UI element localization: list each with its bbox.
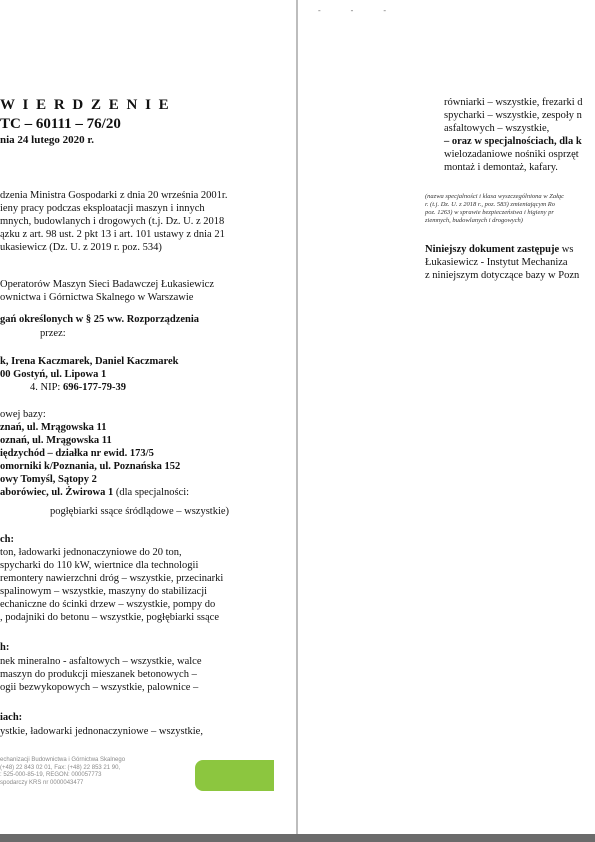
note-line: r. (t.j. Dz. U. z 2018 r., poz. 583) zmieniającym Ro [425,201,555,208]
list-item: oznań, ul. Mrągowska 11 [0,435,112,446]
text-line: ogii bezwykopowych – wszystkie, palownice – [0,682,199,693]
section-heading: h: [0,642,10,653]
requirements-line: gań określonych w § 25 ww. Rozporządzenia [0,314,200,325]
footer-line: echanizacji Budownictwa i Górnictwa Skalnego [0,757,126,763]
replacement-rest: ws [559,244,574,255]
scan-marks: - - - [318,6,400,15]
text-line: z niniejszym dotyczące bazy w Pozn [425,270,580,281]
text-line: Łukasiewicz - Instytut Mechaniza [425,257,568,268]
footer-line: : 525-000-85-19, REGON: 000057773 [0,772,102,778]
list-item: znań, ul. Mrągowska 11 [0,422,107,433]
nip-prefix: 4. NIP: [30,382,63,393]
text-line: echaniczne do ścinki drzew – wszystkie, pompy do [0,599,216,610]
text-line: Operatorów Maszyn Sieci Badawczej Łukasiewicz [0,279,214,290]
address-line: 00 Gostyń, ul. Lipowa 1 [0,369,107,380]
text-line: ownictwa i Górnictwa Skalnego w Warszawie [0,292,194,303]
bases-label: owej bazy: [0,409,46,420]
text-line: wielozadaniowe nośniki osprzęt [444,149,579,160]
text-line: ązku z art. 98 ust. 2 pkt 13 i art. 101 ustawy z dnia 21 [0,229,225,240]
section-heading: ch: [0,534,14,545]
text-line: maszyn do produkcji mieszanek betonowych – [0,669,197,680]
text-line: ukasiewicz (Dz. U. z 2019 r. poz. 534) [0,242,162,253]
list-item: owy Tomyśl, Sątopy 2 [0,474,97,485]
text-line: ton, ładowarki jednonaczyniowe do 20 ton, [0,547,182,558]
nip-value: 696-177-79-39 [62,382,126,393]
certificate-number: TC – 60111 – 76/20 [0,116,121,132]
section-heading: iach: [0,712,23,723]
brand-accent-shape [195,760,274,791]
replacement-lead: Niniejszy dokument zastępuje [425,244,560,255]
text-line: ieny pracy podczas eksploatacji maszyn i innych [0,203,205,214]
list-item [0,486,189,499]
text-line: spycharki – wszystkie, zespoły n [444,110,582,121]
text-line: montaż i demontaż, kafary. [444,162,558,173]
replacement-paragraph [425,243,579,282]
footer-address [0,757,125,787]
section-body [0,546,223,624]
footer-line: spodarczy KRS nr 0000043477 [0,779,84,786]
list-item: iędzychód – działka nr ewid. 173/5 [0,448,154,459]
text-line: spalinowym – wszystkie, maszyny do stabilizacji [0,586,208,597]
note-line: (nazwa specjalności i klasa wyszczególniona w Załąc [425,193,565,200]
base-note-continued: pogłębiarki ssące śródlądowe – wszystkie) [50,506,230,517]
document-page-left [0,0,296,842]
section-body [0,655,201,694]
footer-line: (+48) 22 843 02 01, Fax: (+48) 22 853 21 90, [0,764,121,771]
footnote [425,193,564,225]
legal-basis-paragraph [0,189,227,254]
text-line: równiarki – wszystkie, frezarki d [444,97,583,108]
owners-line: k, Irena Kaczmarek, Daniel Kaczmarek [0,356,179,367]
przez-label: przez: [40,328,66,339]
text-line: ystkie, ładowarki jednonaczyniowe – wszystkie, [0,726,203,737]
issuer-paragraph [0,278,214,304]
text-line: mnych, budowlanych i drogowych (t.j. Dz. U. z 2018 [0,216,225,227]
text-line: , podajniki do betonu – wszystkie, pogłębiarki ssące [0,612,219,623]
viewer-bottom-bar [0,834,595,842]
text-line: – oraz w specjalnościach, dla k [444,136,582,147]
nip-line [30,381,126,394]
issue-date: nia 24 lutego 2020 r. [0,134,95,146]
section-body [0,725,203,738]
base-note: (dla specjalności: [113,487,190,498]
text-line: asfaltowych – wszystkie, [444,123,550,134]
base-name: aborówiec, ul. Żwirowa 1 [0,487,114,498]
text-line: remontery nawierzchni dróg – wszystkie, przecinarki [0,573,224,584]
bases-list [0,421,189,499]
document-page-right [298,0,595,842]
text-line: nek mineralno - asfaltowych – wszystkie, walce [0,656,202,667]
note-line: poz. 1263) w sprawie bezpieczeństwa i higieny pr [425,209,554,216]
text-line: spycharki do 110 kW, wiertnice dla technologii [0,560,199,571]
text-line: dzenia Ministra Gospodarki z dnia 20 września 2001r. [0,190,228,201]
text-line [425,243,579,256]
note-line: ziemnych, budowlanych i drogowych) [425,217,523,224]
list-item: omorniki k/Poznania, ul. Poznańska 152 [0,461,181,472]
document-title: W I E R D Z E N I E [0,97,171,113]
continued-list [444,96,583,174]
